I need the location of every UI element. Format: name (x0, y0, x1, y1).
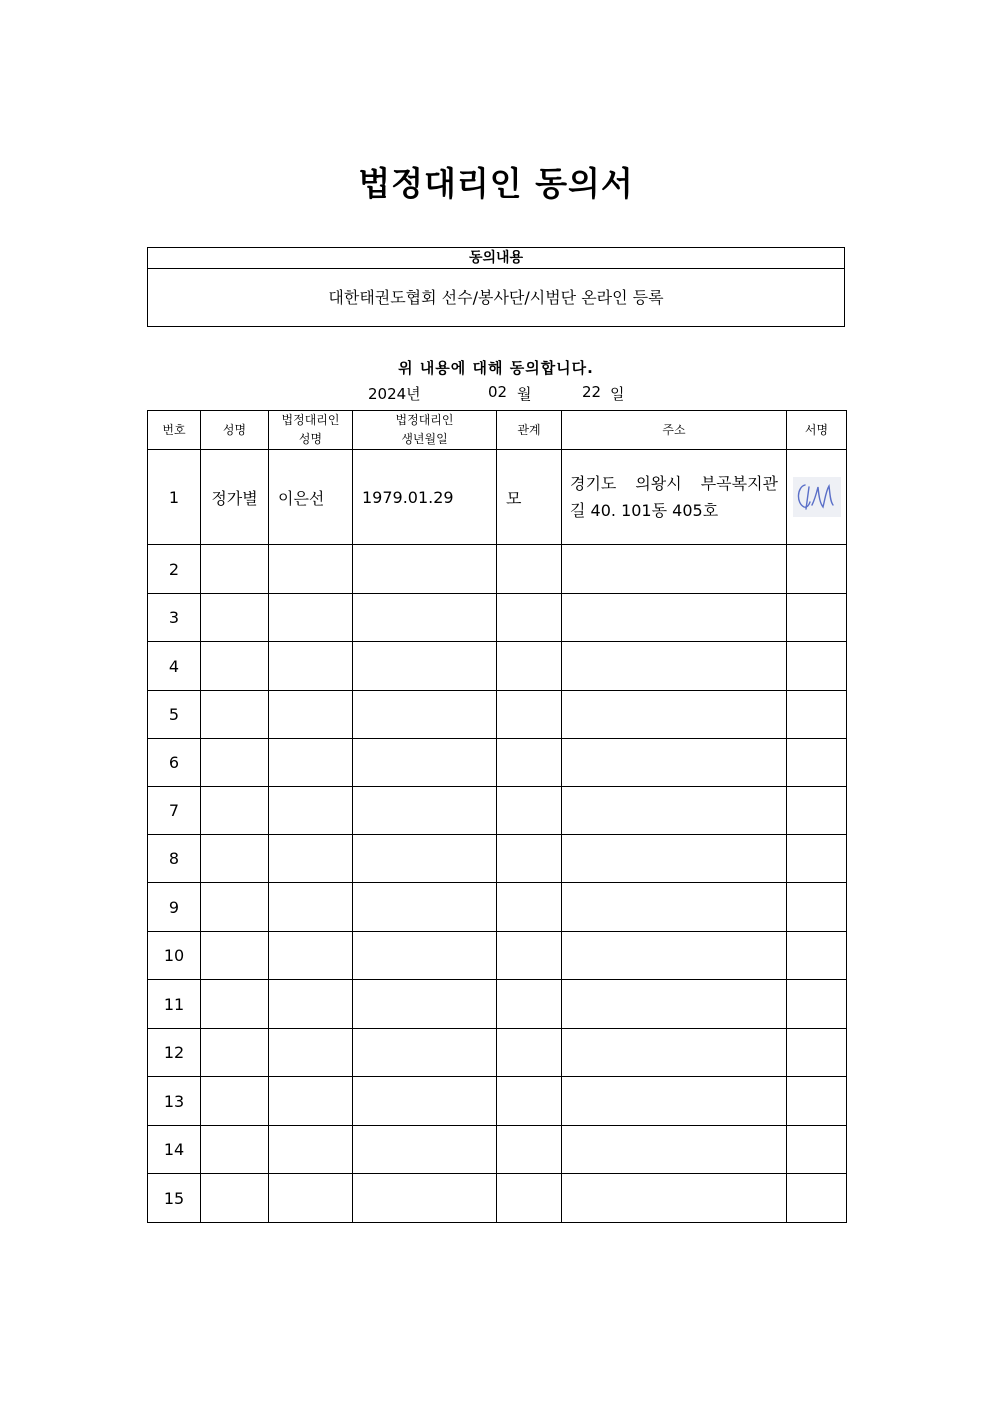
cell-relation (497, 545, 562, 594)
cell-no: 4 (148, 642, 201, 691)
table-row (148, 594, 847, 642)
cell-address (562, 545, 787, 594)
cell-guardian-birth (353, 1029, 497, 1077)
consent-content-box (147, 247, 845, 327)
table-row (148, 1077, 847, 1126)
header-guardian-birth-line2: 생년월일 (401, 432, 448, 446)
table-row (148, 1174, 847, 1223)
cell-no: 9 (148, 883, 201, 932)
cell-signature (787, 594, 847, 642)
cell-no: 8 (148, 835, 201, 883)
cell-guardian-birth (353, 932, 497, 980)
header-guardian-name (269, 411, 353, 450)
cell-guardian-birth (353, 594, 497, 642)
cell-relation: 모 (497, 450, 562, 545)
address-line2: 길 40. 101동 405호 (570, 501, 719, 520)
handwritten-signature-icon (793, 477, 841, 517)
cell-signature (787, 932, 847, 980)
cell-guardian-name (269, 932, 353, 980)
cell-no: 5 (148, 691, 201, 739)
cell-relation (497, 691, 562, 739)
header-guardian-name-line1: 법정대리인 (281, 413, 340, 427)
cell-address (562, 980, 787, 1029)
cell-address (562, 691, 787, 739)
cell-signature (787, 980, 847, 1029)
table-row (148, 450, 847, 545)
cell-signature (787, 1029, 847, 1077)
cell-relation (497, 980, 562, 1029)
cell-signature (787, 835, 847, 883)
cell-name (201, 835, 269, 883)
cell-guardian-birth (353, 642, 497, 691)
cell-relation (497, 1077, 562, 1126)
cell-no: 6 (148, 739, 201, 787)
cell-relation (497, 883, 562, 932)
cell-guardian-birth (353, 980, 497, 1029)
header-address: 주소 (562, 411, 787, 450)
table-header-row (148, 411, 847, 450)
cell-no: 13 (148, 1077, 201, 1126)
cell-relation (497, 1126, 562, 1174)
cell-no: 12 (148, 1029, 201, 1077)
cell-relation (497, 932, 562, 980)
table-row (148, 1029, 847, 1077)
cell-address (562, 594, 787, 642)
signature-image (793, 477, 841, 517)
cell-signature (787, 642, 847, 691)
cell-no: 1 (148, 450, 201, 545)
cell-guardian-birth (353, 691, 497, 739)
cell-name (201, 1126, 269, 1174)
table-row (148, 980, 847, 1029)
cell-guardian-name (269, 739, 353, 787)
cell-name (201, 932, 269, 980)
consent-header: 동의내용 (148, 248, 844, 269)
cell-name (201, 642, 269, 691)
header-guardian-name-line2: 성명 (298, 432, 323, 446)
header-signature: 서명 (787, 411, 847, 450)
cell-name (201, 1174, 269, 1223)
cell-no: 3 (148, 594, 201, 642)
cell-relation (497, 739, 562, 787)
cell-name (201, 980, 269, 1029)
cell-address (562, 835, 787, 883)
cell-signature (787, 1126, 847, 1174)
table-row (148, 1126, 847, 1174)
cell-name (201, 1077, 269, 1126)
cell-signature (787, 1174, 847, 1223)
cell-guardian-birth (353, 545, 497, 594)
cell-address (562, 932, 787, 980)
table-row (148, 545, 847, 594)
cell-no: 7 (148, 787, 201, 835)
table-row (148, 691, 847, 739)
cell-guardian-name (269, 1126, 353, 1174)
agreement-statement: 위 내용에 대해 동의합니다. (398, 359, 594, 377)
table-row (148, 642, 847, 691)
cell-signature (787, 787, 847, 835)
cell-signature (787, 739, 847, 787)
cell-no: 10 (148, 932, 201, 980)
address-line1: 경기도 의왕시 부곡복지관 (570, 474, 778, 493)
cell-name (201, 739, 269, 787)
guardian-table (147, 410, 847, 1223)
date-month-value: 02 (488, 383, 508, 401)
cell-name (201, 787, 269, 835)
cell-relation (497, 787, 562, 835)
cell-guardian-birth (353, 1174, 497, 1223)
document-title: 법정대리인 동의서 (358, 164, 634, 203)
cell-relation (497, 1174, 562, 1223)
header-guardian-birth (353, 411, 497, 450)
cell-guardian-name (269, 883, 353, 932)
table-row (148, 883, 847, 932)
cell-relation (497, 594, 562, 642)
cell-signature (787, 883, 847, 932)
cell-address (562, 1077, 787, 1126)
cell-signature (787, 545, 847, 594)
cell-guardian-name (269, 980, 353, 1029)
cell-name (201, 883, 269, 932)
cell-no: 15 (148, 1174, 201, 1223)
date-month-unit: 월 (517, 385, 532, 403)
cell-guardian-name (269, 1174, 353, 1223)
cell-guardian-birth (353, 787, 497, 835)
cell-address (562, 1126, 787, 1174)
cell-address (562, 739, 787, 787)
cell-name: 정가별 (201, 450, 269, 545)
cell-guardian-birth (353, 739, 497, 787)
cell-guardian-name (269, 594, 353, 642)
cell-no: 14 (148, 1126, 201, 1174)
header-relation: 관계 (497, 411, 562, 450)
date-year: 2024년 (368, 385, 421, 403)
cell-name (201, 594, 269, 642)
cell-name (201, 691, 269, 739)
date-day-unit: 일 (610, 385, 625, 403)
date-day-value: 22 (582, 383, 602, 401)
cell-no: 11 (148, 980, 201, 1029)
cell-guardian-name (269, 691, 353, 739)
cell-guardian-name (269, 545, 353, 594)
cell-relation (497, 642, 562, 691)
cell-signature (787, 1077, 847, 1126)
cell-guardian-name (269, 1029, 353, 1077)
header-no: 번호 (148, 411, 201, 450)
cell-guardian-birth: 1979.01.29 (353, 450, 497, 545)
cell-guardian-name (269, 1077, 353, 1126)
cell-guardian-birth (353, 1077, 497, 1126)
header-guardian-birth-line1: 법정대리인 (395, 413, 454, 427)
cell-address (562, 642, 787, 691)
table-row (148, 739, 847, 787)
table-row (148, 835, 847, 883)
cell-name (201, 545, 269, 594)
cell-no: 2 (148, 545, 201, 594)
cell-relation (497, 1029, 562, 1077)
cell-address (562, 1029, 787, 1077)
cell-address (562, 1174, 787, 1223)
cell-guardian-birth (353, 883, 497, 932)
cell-address (562, 883, 787, 932)
cell-address (562, 787, 787, 835)
cell-signature (787, 691, 847, 739)
table-row (148, 932, 847, 980)
header-name: 성명 (201, 411, 269, 450)
consent-text: 대한태권도협회 선수/봉사단/시범단 온라인 등록 (328, 288, 664, 307)
cell-relation (497, 835, 562, 883)
cell-guardian-birth (353, 835, 497, 883)
cell-guardian-name (269, 835, 353, 883)
table-row (148, 787, 847, 835)
cell-guardian-name (269, 787, 353, 835)
cell-signature (787, 450, 847, 545)
cell-guardian-name (269, 642, 353, 691)
cell-name (201, 1029, 269, 1077)
cell-guardian-name: 이은선 (269, 450, 353, 545)
cell-guardian-birth (353, 1126, 497, 1174)
cell-address (562, 450, 787, 545)
